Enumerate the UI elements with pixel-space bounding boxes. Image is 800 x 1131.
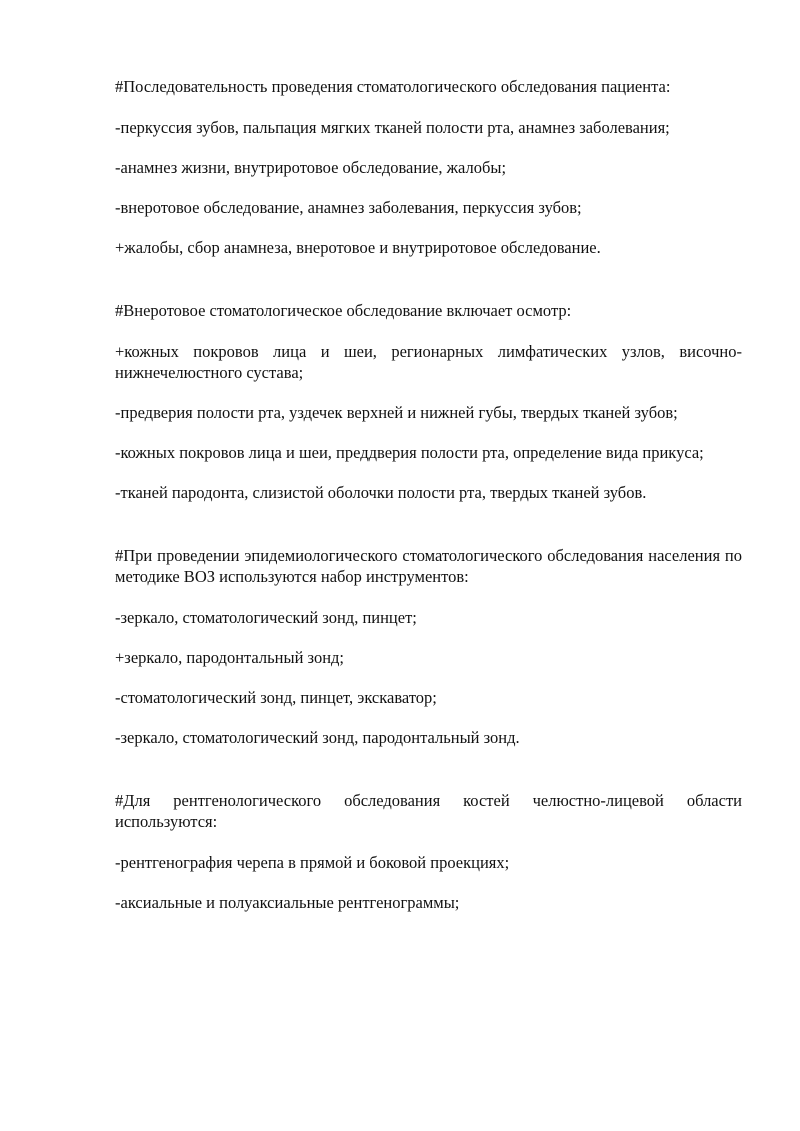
answer-option: -анамнез жизни, внутриротовое обследование, жалобы; xyxy=(115,158,507,177)
answer-option: -тканей пародонта, слизистой оболочки полости рта, твердых тканей зубов. xyxy=(115,483,647,502)
answer-option: -внеротовое обследование, анамнез заболевания, перкуссия зубов; xyxy=(115,198,582,217)
answer-option: -рентгенография черепа в прямой и боковой проекциях; xyxy=(115,853,510,872)
answer-option-correct: +зеркало, пародонтальный зонд; xyxy=(115,648,345,667)
question-block-4 xyxy=(115,790,742,913)
question-block-1 xyxy=(115,76,742,258)
answer-option: -перкуссия зубов, пальпация мягких тканей полости рта, анамнез заболевания; xyxy=(115,118,670,137)
answer-option: -зеркало, стоматологический зонд, пародонтальный зонд. xyxy=(115,728,520,747)
answer-option: -предверия полости рта, уздечек верхней и нижней губы, твердых тканей зубов; xyxy=(115,403,678,422)
question-text: #Для рентгенологического обследования костей челюстно-лицевой области используются: xyxy=(115,791,742,831)
question-text: #При проведении эпидемиологического стоматологического обследования населения по методике ВОЗ используются набор инструментов: xyxy=(115,546,742,586)
answer-option: -стоматологический зонд, пинцет, экскаватор; xyxy=(115,688,437,707)
question-text: #Внеротовое стоматологическое обследование включает осмотр: xyxy=(115,301,572,320)
answer-option-correct: +кожных покровов лица и шеи, регионарных лимфатических узлов, височно-нижнечелюстного сустава; xyxy=(115,342,742,382)
document-page xyxy=(115,76,742,932)
answer-option: -кожных покровов лица и шеи, преддверия полости рта, определение вида прикуса; xyxy=(115,443,704,462)
question-text: #Последовательность проведения стоматологического обследования пациента: xyxy=(115,77,671,96)
answer-option: -зеркало, стоматологический зонд, пинцет; xyxy=(115,608,417,627)
answer-option: -аксиальные и полуаксиальные рентгенограммы; xyxy=(115,893,460,912)
question-block-2 xyxy=(115,300,742,503)
question-block-3 xyxy=(115,545,742,748)
answer-option-correct: +жалобы, сбор анамнеза, внеротовое и внутриротовое обследование. xyxy=(115,238,601,257)
